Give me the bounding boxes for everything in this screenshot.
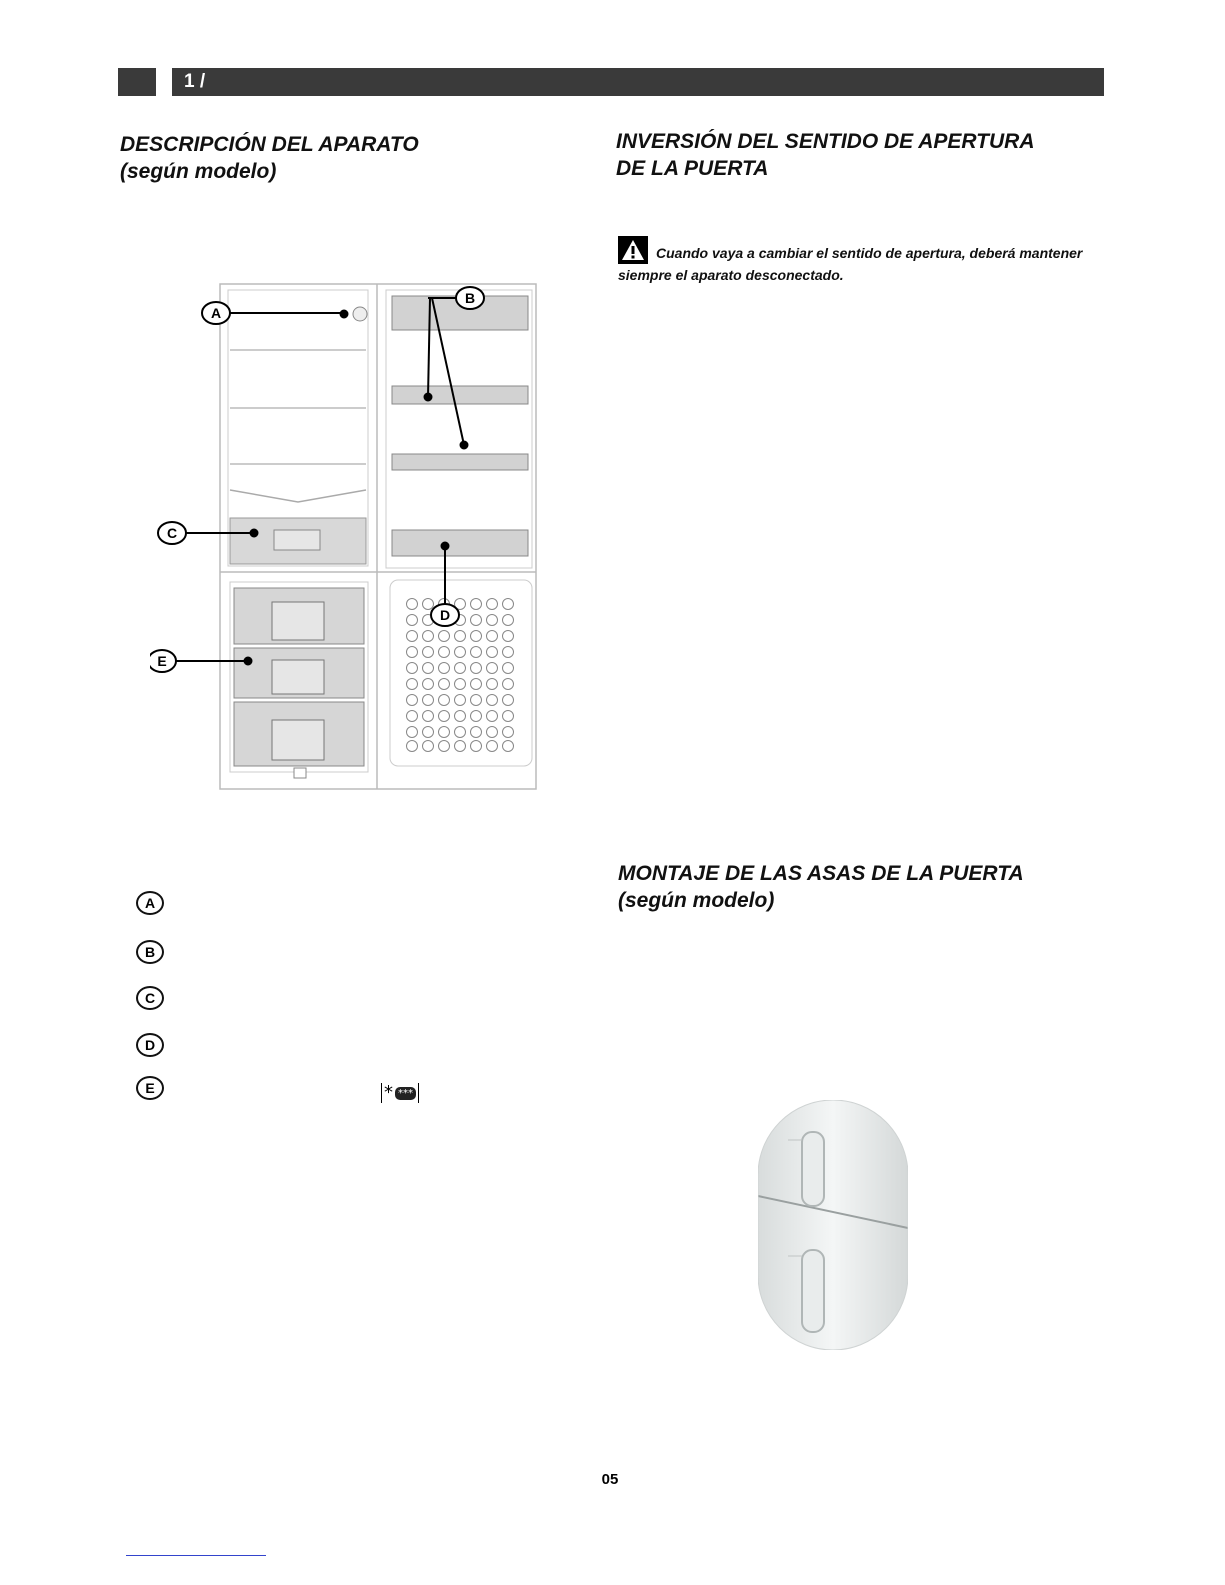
- legend-letter-c: C: [136, 986, 164, 1010]
- callout-a: [202, 302, 230, 324]
- legend-item-d: [136, 1033, 170, 1059]
- door-reversal-heading: [616, 128, 1035, 182]
- handles-heading: [618, 860, 1024, 914]
- callout-e: [150, 650, 176, 672]
- legend-letter-d: D: [136, 1033, 164, 1057]
- callout-b: [456, 287, 484, 309]
- legend-item-b: [136, 940, 170, 966]
- legend-item-c: [136, 986, 170, 1012]
- handles-title: MONTAJE DE LAS ASAS DE LA PUERTA: [618, 862, 1024, 885]
- door-reversal-title-line1: INVERSIÓN DEL SENTIDO DE APERTURA: [616, 130, 1035, 153]
- legend-item-e: [136, 1076, 170, 1102]
- callout-label-d: D: [439, 607, 451, 623]
- description-title: DESCRIPCIÓN DEL APARATO: [120, 133, 419, 156]
- warning-note: [618, 236, 1108, 286]
- dark-stars: ***: [395, 1087, 416, 1100]
- description-subtitle: (según modelo): [120, 160, 277, 183]
- page-number: 05: [601, 1471, 619, 1488]
- warning-text: Cuando vaya a cambiar el sentido de apertura, deberá mantener siempre el aparato desconectado.: [618, 245, 1083, 283]
- legend-item-a: [136, 891, 170, 917]
- legend-letter-e: E: [136, 1076, 164, 1100]
- header-left-block: [118, 68, 156, 96]
- legend-letter-a: A: [136, 891, 164, 915]
- handles-subtitle: (según modelo): [618, 889, 775, 912]
- freezer-four-star-icon: [381, 1083, 419, 1103]
- callout-d: [431, 604, 459, 626]
- plain-star: *: [384, 1082, 393, 1103]
- callout-label-e: E: [157, 653, 167, 669]
- door-handles-illustration: [758, 1100, 908, 1350]
- footer-line: [126, 1555, 266, 1556]
- door-reversal-title-line2: DE LA PUERTA: [616, 157, 769, 180]
- callout-label-a: A: [210, 305, 222, 321]
- warning-triangle-icon: [618, 236, 648, 264]
- section-label: 1 /: [184, 71, 206, 92]
- legend-letter-b: B: [136, 940, 164, 964]
- callout-label-b: B: [464, 290, 476, 306]
- section-header-bar: [172, 68, 1104, 96]
- appliance-diagram: [150, 280, 550, 800]
- callout-c: [158, 522, 186, 544]
- description-heading: [120, 131, 419, 185]
- callout-label-c: C: [166, 525, 178, 541]
